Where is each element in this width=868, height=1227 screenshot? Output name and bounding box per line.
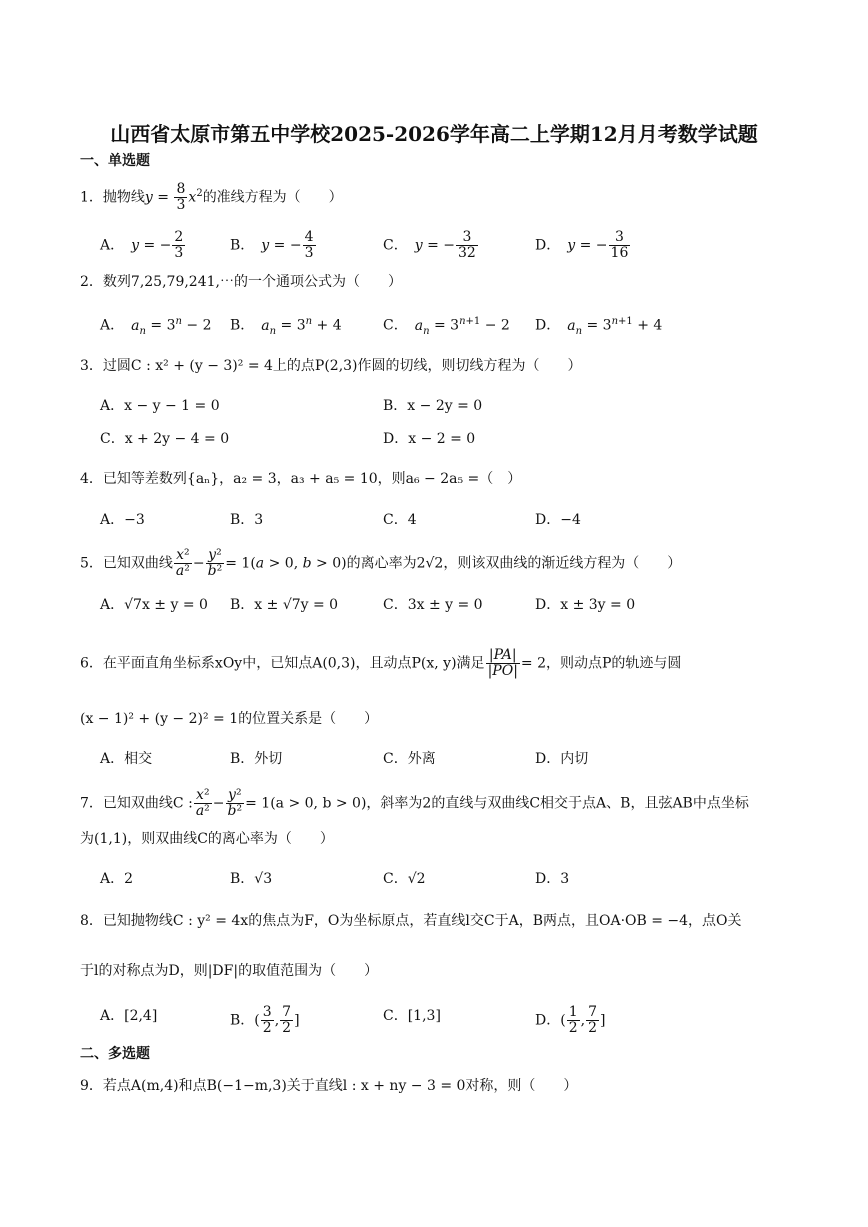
- question-5: 5．已知双曲线 $\frac{\text{x²}}{\text{a²}}$ − $\frac{\text{y²}}{\text{b²}}$ = 1(a > 0, b > 0)的离心率为2√2，则该双曲线的渐近线方程为（ ）: [80, 547, 682, 579]
- option-6d: D．内切: [535, 751, 589, 767]
- question-text: 抛物线: [102, 189, 145, 206]
- question-text: 的准线方程为（ ）: [202, 189, 343, 206]
- option-4d: D．−4: [535, 512, 581, 528]
- question-number: 9．: [80, 1078, 103, 1094]
- option-5a: A．√7x ± y = 0: [100, 597, 208, 613]
- question-7-line2: 为(1,1)，则双曲线C的离心率为（ ）: [80, 831, 334, 847]
- question-7: 7．已知双曲线C : $\frac{\text{x²}}{\text{a²}}$ − $\frac{\text{y²}}{\text{b²}}$ = 1(a > 0, b > 0)，斜率为2的直线与双曲线C相交于点A、B，且弦AB中点坐标: [80, 787, 749, 819]
- question-text: = 2，则动点P的轨迹与圆: [520, 655, 682, 672]
- option-3b: B．x − 2y = 0: [383, 398, 483, 414]
- question-text: 已知等差数列{aₙ}，a₂ = 3，a₃ + a₅ = 10，则a₆ − 2a₅ =（ ）: [102, 471, 522, 487]
- option-2a: A． $a_n = 3^n - 2$: [100, 316, 212, 337]
- question-text: 在平面直角坐标系xOy中，已知点A(0,3)，且动点P(x, y)满足: [102, 655, 485, 672]
- option-4c: C．4: [383, 512, 417, 528]
- question-text: 已知双曲线: [102, 555, 173, 572]
- option-2c: C． $a_n = 3^{n+1} - 2$: [383, 316, 510, 337]
- question-6: 6．在平面直角坐标系xOy中，已知点A(0,3)，且动点P(x, y)满足 $\frac{|PA|}{|PO|}$ = 2，则动点P的轨迹与圆: [80, 647, 682, 679]
- page-title: 山西省太原市第五中学校2025-2026学年高二上学期12月月考数学试题: [110, 122, 758, 146]
- question-number: 3．: [80, 358, 103, 374]
- question-text: 若点A(m,4)和点B(−1−m,3)关于直线l : x + ny − 3 = 0对称，则（ ）: [102, 1078, 578, 1094]
- option-2d: D． $a_n = 3^{n+1} + 4$: [535, 316, 663, 337]
- question-number: 7．: [80, 795, 103, 812]
- option-1c: C． y = − $\frac{3}{32}$: [383, 229, 476, 261]
- option-1d: D． y = − $\frac{3}{16}$: [535, 229, 629, 261]
- option-8b: B．( $\frac{3}{2}$ , $\frac{7}{2}$ ]: [230, 1004, 300, 1036]
- question-2: [80, 271, 820, 293]
- option-6c: C．外离: [383, 751, 436, 767]
- option-7d: D．3: [535, 871, 570, 887]
- question-number: 6．: [80, 655, 103, 672]
- section-multi-choice: 二、多选题: [80, 1046, 150, 1062]
- question-8-line2: 于l的对称点为D，则|DF|的取值范围为（ ）: [80, 963, 379, 979]
- option-7c: C．√2: [383, 871, 426, 887]
- option-8c: C．[1,3]: [383, 1008, 441, 1024]
- option-1a: A． y = − $\frac{2}{3}$: [100, 229, 184, 261]
- option-3a: A．x − y − 1 = 0: [100, 398, 220, 414]
- option-4a: A．−3: [100, 512, 145, 528]
- option-6b: B．外切: [230, 751, 283, 767]
- option-8d: D．( $\frac{1}{2}$ , $\frac{7}{2}$ ]: [535, 1004, 606, 1036]
- option-4b: B．3: [230, 512, 264, 528]
- question-text: 的离心率为2√2，则该双曲线的渐近线方程为（ ）: [346, 555, 682, 572]
- question-text: 过圆C : x² + (y − 3)² = 4上的点P(2,3)作圆的切线，则切线方程为（ ）: [102, 358, 582, 374]
- option-6a: A．相交: [100, 751, 153, 767]
- question-1: 1．抛物线y = $\frac{8}{3}$ $x^2$的准线方程为（ ）: [80, 181, 343, 213]
- question-number: 8．: [80, 913, 103, 929]
- question-3: [80, 355, 820, 377]
- question-text: 已知双曲线C :: [102, 795, 193, 812]
- option-7b: B．√3: [230, 871, 273, 887]
- option-5b: B．x ± √7y = 0: [230, 597, 339, 613]
- option-8a: A．[2,4]: [100, 1008, 158, 1024]
- question-number: 1．: [80, 189, 103, 206]
- question-number: 4．: [80, 471, 103, 487]
- question-text: = 1(a > 0, b > 0)，斜率为2的直线与双曲线C相交于点A、B，且弦AB中点坐标: [245, 795, 749, 812]
- option-2b: B． $a_n = 3^n + 4$: [230, 316, 342, 337]
- section-single-choice: 一、单选题: [80, 153, 150, 169]
- option-3c: C．x + 2y − 4 = 0: [100, 431, 230, 447]
- option-5d: D．x ± 3y = 0: [535, 597, 636, 613]
- question-9: [80, 1075, 820, 1097]
- question-number: 2．: [80, 274, 103, 290]
- option-1b: B． y = − $\frac{4}{3}$: [230, 229, 314, 261]
- question-6-line2: (x − 1)² + (y − 2)² = 1的位置关系是（ ）: [80, 711, 379, 727]
- question-4: [80, 468, 820, 490]
- question-number: 5．: [80, 555, 103, 572]
- question-8: [80, 910, 820, 932]
- option-3d: D．x − 2 = 0: [383, 431, 476, 447]
- question-text: 已知抛物线C : y² = 4x的焦点为F，O为坐标原点，若直线l交C于A，B两点，且OA·OB = −4，点O关: [102, 913, 742, 929]
- option-7a: A．2: [100, 871, 134, 887]
- option-5c: C．3x ± y = 0: [383, 597, 483, 613]
- question-text: 数列7,25,79,241,⋯的一个通项公式为（ ）: [102, 274, 402, 290]
